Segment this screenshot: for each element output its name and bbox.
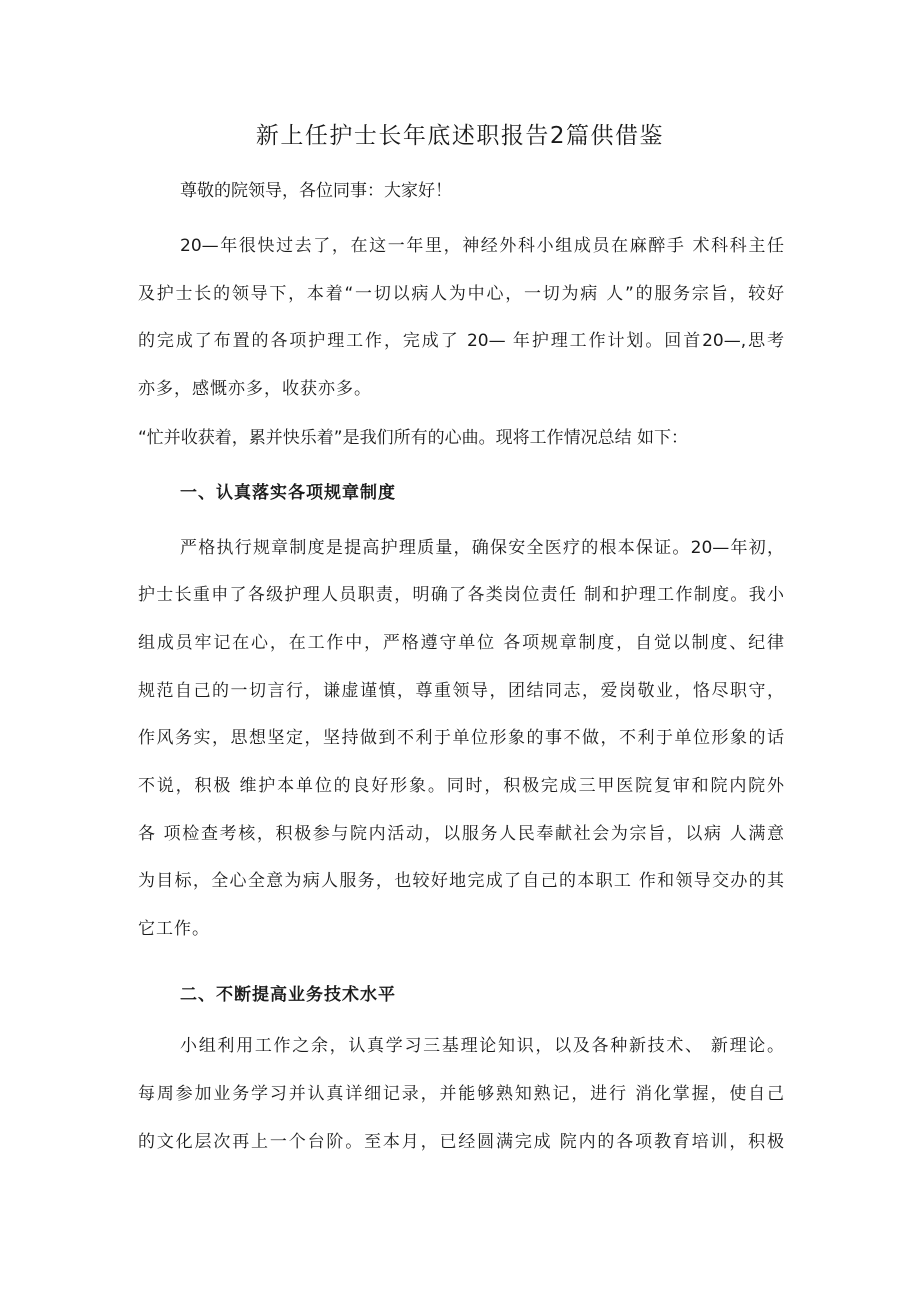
- section-1-line-6: 不说，积极 维护本单位的良好形象。同时，积极完成三甲医院复审和院内院外: [138, 776, 784, 796]
- section-2-heading: 二、不断提高业务技术水平: [180, 985, 396, 1005]
- section-1-heading: 一、认真落实各项规章制度: [180, 483, 396, 503]
- document-title: 新上任护士长年底述职报告2篇供借鉴: [255, 123, 665, 149]
- intro-line-1: 20—年很快过去了，在这一年里，神经外科小组成员在麻醉手 术科科主任: [180, 236, 784, 256]
- intro-line-2: 及护士长的领导下，本着“一切以病人为中心，一切为病 人”的服务宗旨，较好: [138, 284, 784, 304]
- section-2-line-1: 小组利用工作之余，认真学习三基理论知识，以及各种新技术、 新理论。: [180, 1036, 784, 1056]
- section-1-line-3: 组成员牢记在心，在工作中，严格遵守单位 各项规章制度，自觉以制度、纪律: [138, 633, 784, 653]
- greeting-line: 尊敬的院领导，各位同事：大家好！: [180, 181, 452, 201]
- section-1-line-4: 规范自己的一切言行，谦虚谨慎，尊重领导，团结同志，爱岗敬业，恪尽职守，: [138, 681, 784, 701]
- intro-line-4: 亦多，感慨亦多，收获亦多。: [138, 379, 372, 399]
- section-1-line-7: 各 项检查考核，积极参与院内活动，以服务人民奉献社会为宗旨，以病 人满意: [138, 824, 784, 844]
- section-2-line-3: 的文化层次再上一个台阶。至本月，已经圆满完成 院内的各项教育培训，积极: [138, 1132, 784, 1152]
- section-2-line-2: 每周参加业务学习并认真详细记录，并能够熟知熟记，进行 消化掌握，使自己: [138, 1084, 784, 1104]
- section-1-line-9: 它工作。: [138, 919, 210, 939]
- section-1-line-1: 严格执行规章制度是提高护理质量，确保安全医疗的根本保证。20—年初，: [180, 538, 784, 558]
- section-1-line-8: 为目标，全心全意为病人服务，也较好地完成了自己的本职工 作和领导交办的其: [138, 871, 784, 891]
- section-1-line-5: 作风务实，思想坚定，坚持做到不利于单位形象的事不做，不利于单位形象的话: [138, 728, 784, 748]
- section-1-line-2: 护士长重申了各级护理人员职责，明确了各类岗位责任 制和护理工作制度。我小: [138, 585, 784, 605]
- motto-line: “忙并收获着，累并快乐着”是我们所有的心曲。现将工作情况总结 如下：: [138, 428, 689, 448]
- intro-line-3: 的完成了布置的各项护理工作，完成了 20— 年护理工作计划。回首20—,思考: [138, 331, 784, 351]
